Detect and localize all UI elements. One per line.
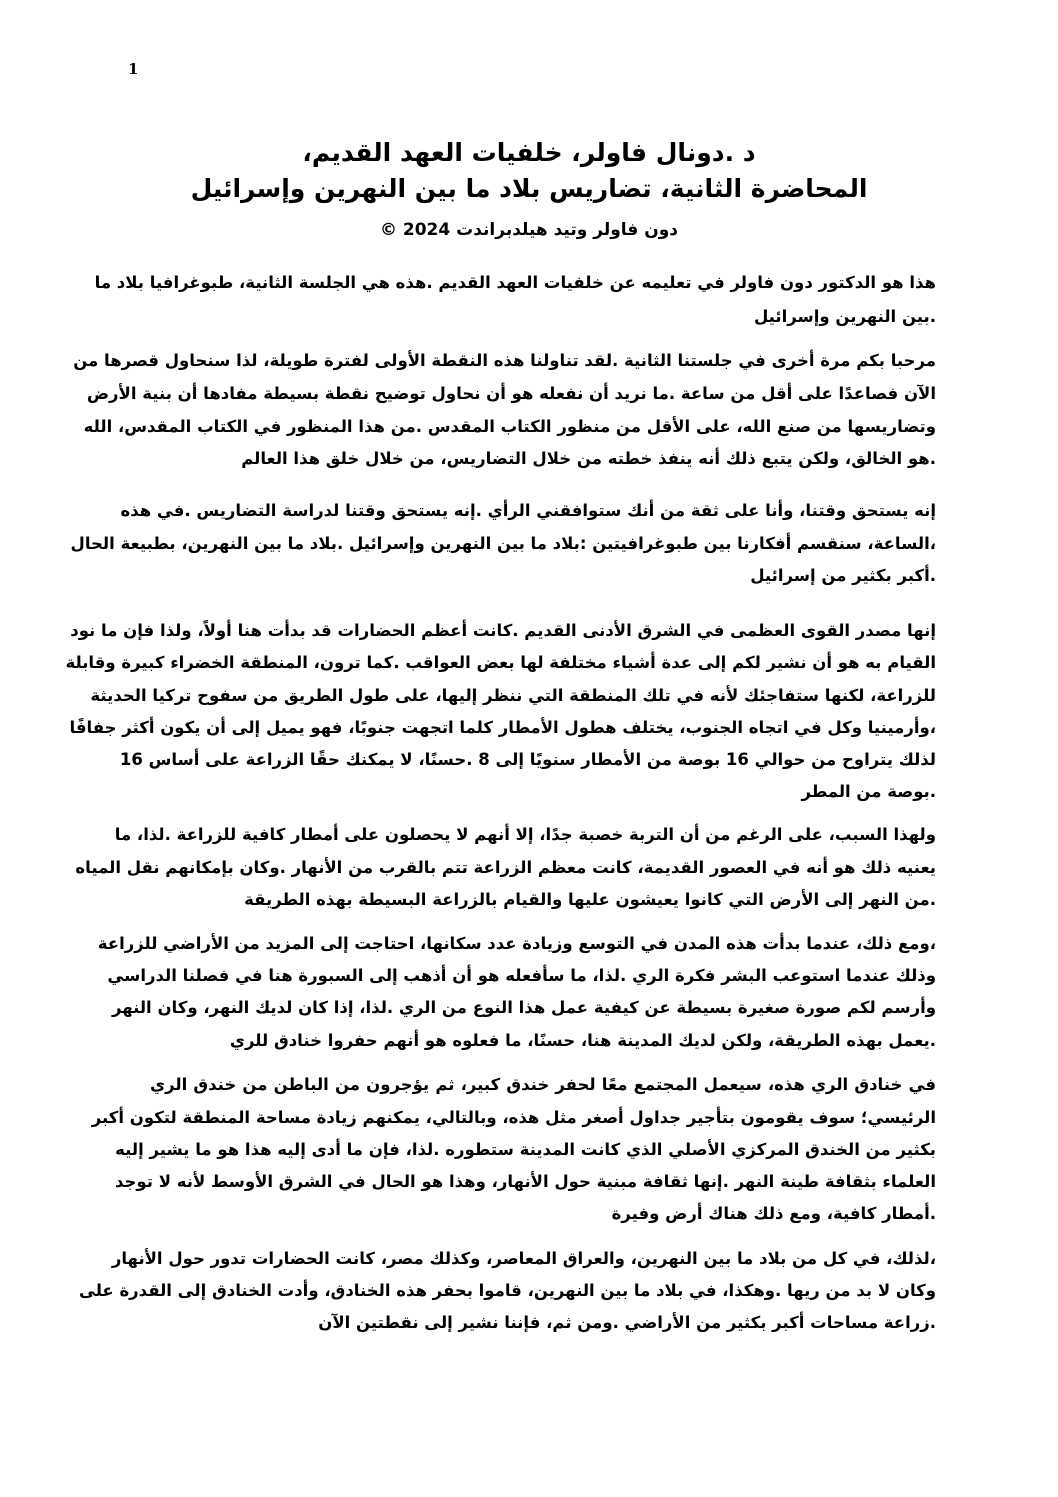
paragraph-2-line: وتضاريسها من صنع الله، على الأقل من منظور الكتاب المقدس .من هذا المنظور في الكتاب المقدس، الله [83,417,936,436]
paragraph-3-line: ،الساعة، سنقسم أفكارنا بين طبوغرافيتين :بلاد ما بين النهرين وإسرائيل .بلاد ما بين النهرين، بطبيعة الحال [70,534,936,553]
paragraph-6-line: وأرسم لكم صورة صغيرة بسيطة عن كيفية عمل هذا النوع من الري .لذا، إذا كان لديك النهر، وكان النهر [111,998,936,1017]
paragraph-4-line: لذلك يتراوح من حوالي 16 بوصة من الأمطار سنويًا إلى 8 .حسنًا، لا يمكنك حقًا الزراعة على أساس 16 [119,750,936,769]
paragraph-4-line: للزراعة، لكنها ستفاجئك لأنه في تلك المنطقة التي ننظر إليها، على طول الطريق من سفوح تركيا الحديثة [90,686,936,705]
paragraph-7-line: العلماء بثقافة طينة النهر .إنها ثقافة مبنية حول الأنهار، وهذا هو الحال في الشرق الأوسط لأنه لا توجد [115,1172,936,1191]
paragraph-3-line: إنه يستحق وقتنا، وأنا على ثقة من أنك ستوافقني الرأي .إنه يستحق وقتنا لدراسة التضاريس .في هذه [120,501,936,520]
paragraph-5-line: .من النهر إلى الأرض التي كانوا يعيشون عليها والقيام بالزراعة البسيطة بهذه الطريقة [244,890,936,909]
paragraph-4-line: إنها مصدر القوى العظمى في الشرق الأدنى القديم .كانت أعظم الحضارات قد بدأت هنا أولاً، ولذا فإن ما نود [70,621,936,640]
paragraph-1-line: هذا هو الدكتور دون فاولر في تعليمه عن خلفيات العهد القديم .هذه هي الجلسة الثانية، طبوغرافيا بلاد ما [94,273,936,292]
paragraph-6-line: وذلك عندما استوعب البشر فكرة الري .لذا، ما سأفعله هو أن أذهب إلى السبورة هنا في فصلنا الدراسي [107,966,936,985]
author-copyright: دون فاولر وتيد هيلدبراندت 2024 © [379,220,679,240]
paragraph-8-line: ،لذلك، في كل من بلاد ما بين النهرين، والعراق المعاصر، وكذلك مصر، كانت الحضارات تدور حول الأنهار [111,1249,936,1268]
paragraph-1-line: .بين النهرين وإسرائيل [753,307,936,326]
paragraph-7-line: في خنادق الري هذه، سيعمل المجتمع معًا لحفر خندق كبير، ثم يؤجرون من الباطن من خندق الري [150,1075,936,1094]
paragraph-6-line: .يعمل بهذه الطريقة، ولكن لديك المدينة هنا، حسنًا، ما فعلوه هو أنهم حفروا خنادق للري [229,1031,936,1050]
page-number: 1 [128,60,139,78]
paragraph-6-line: ،ومع ذلك، عندما بدأت هذه المدن في التوسع وزيادة عدد سكانها، احتاجت إلى المزيد من الأراضي للزراعة [97,934,936,953]
document-title-line-2: المحاضرة الثانية، تضاريس بلاد ما بين النهرين وإسرائيل [190,174,868,203]
paragraph-4-line: القيام به هو أن نشير لكم إلى عدة أشياء مختلفة لها بعض العواقب .كما ترون، المنطقة الخضراء كبيرة وقابلة [65,653,936,672]
paragraph-4-line: ،وأرمينيا وكل في اتجاه الجنوب، يختلف هطول الأمطار كلما اتجهت جنوبًا، فهو يميل إلى أن يكون أكثر جفافًا [69,718,936,737]
paragraph-7-line: .أمطار كافية، ومع ذلك هناك أرض وفيرة [611,1204,936,1223]
paragraph-5-line: يعنيه ذلك هو أنه في العصور القديمة، كانت معظم الزراعة تتم بالقرب من الأنهار .وكان بإمكانهم نقل المياه [75,858,936,877]
paragraph-2-line: الآن فصاعدًا على أقل من ساعة .ما نريد أن نفعله هو أن نحاول توضيح نقطة بسيطة مفادها أن بنية الأرض [86,384,936,403]
paragraph-7-line: الرئيسي؛ سوف يقومون بتأجير جداول أصغر مثل هذه، وبالتالي، يمكنهم زيادة مساحة المنطقة لتكون أكبر [91,1108,936,1127]
paragraph-5-line: ولهذا السبب، على الرغم من أن التربة خصبة جدًا، إلا أنهم لا يحصلون على أمطار كافية للزراعة .لذا، ما [114,825,936,844]
paragraph-8-line: .زراعة مساحات أكبر بكثير من الأراضي .ومن ثم، فإننا نشير إلى نقطتين الآن [318,1313,936,1332]
paragraph-4-line: .بوصة من المطر [801,782,936,801]
document-title-line-1: د .دونال فاولر، خلفيات العهد القديم، [302,138,756,167]
paragraph-3-line: .أكبر بكثير من إسرائيل [750,566,936,585]
paragraph-7-line: بكثير من الخندق المركزي الأصلي الذي كانت المدينة ستطوره .لذا، فإن ما أدى إليه هذا هو ما يشير إليه [115,1140,936,1159]
paragraph-8-line: وكان لا بد من ريها .وهكذا، في بلاد ما بين النهرين، قاموا بحفر هذه الخنادق، وأدت الخنادق إلى القدرة على [79,1281,936,1300]
paragraph-2-line: .هو الخالق، ولكن يتبع ذلك أنه ينفذ خطته من خلال التضاريس، من خلال خلق هذا العالم [241,449,936,468]
paragraph-2-line: مرحبا بكم مرة أخرى في جلستنا الثانية .لقد تناولنا هذه النقطة الأولى لفترة طويلة، لذا سنحاول قصرها من [73,351,936,370]
